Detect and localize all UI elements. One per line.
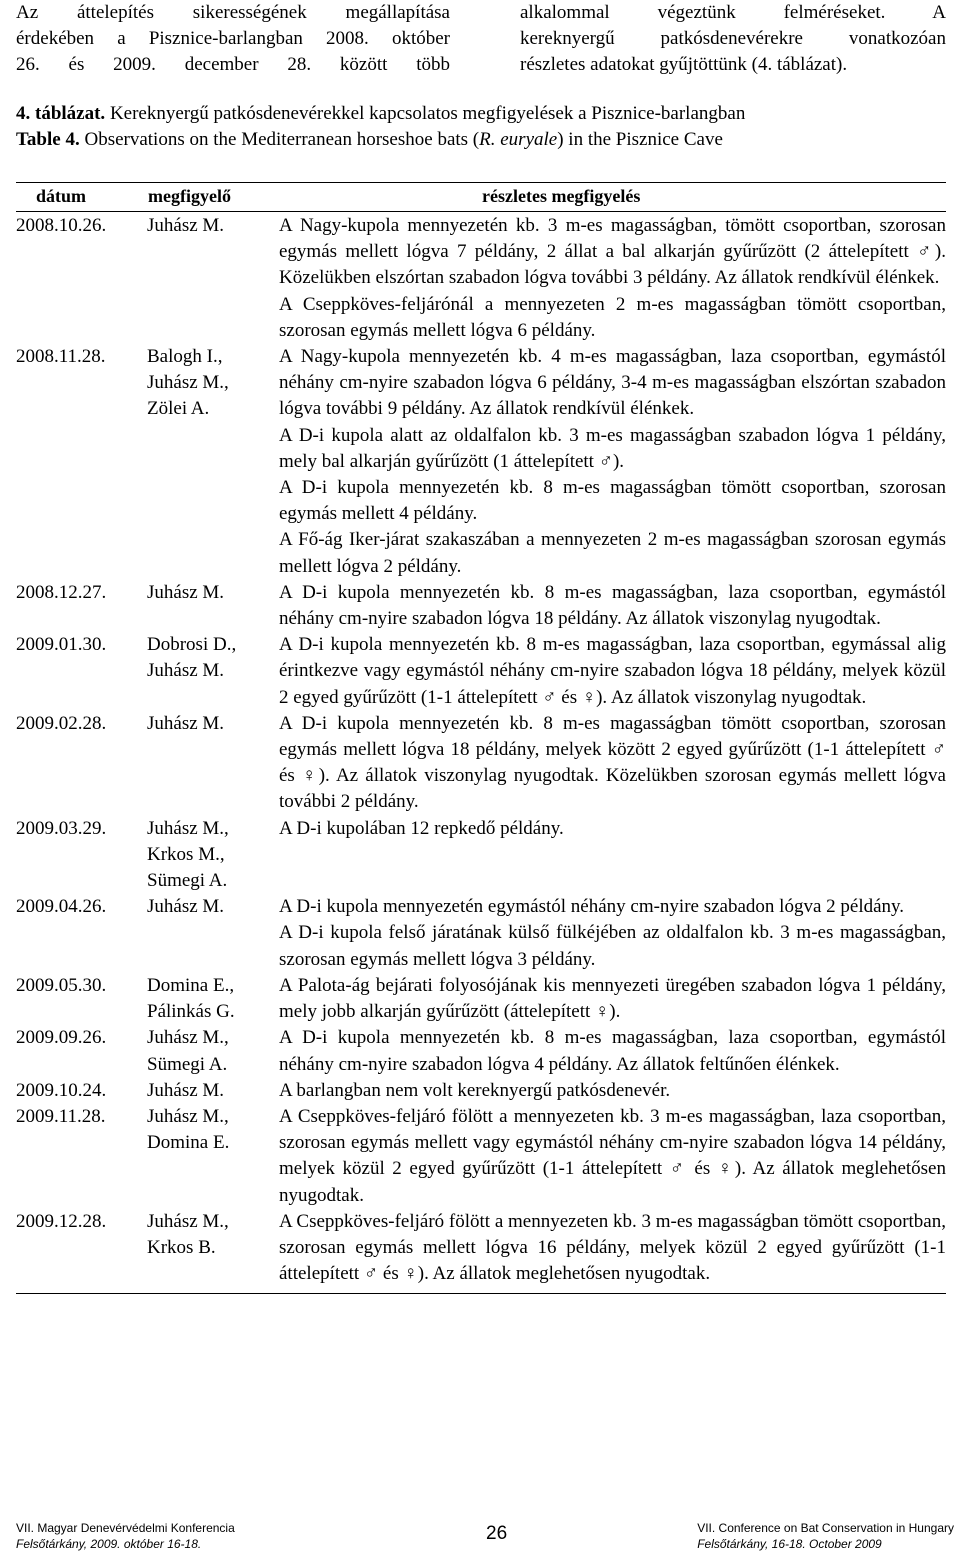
observer-name: Juhász M.,	[147, 1210, 229, 1232]
cell-date: 2009.05.30.	[16, 974, 107, 996]
cell-details	[279, 816, 946, 895]
footer-place-date-hu: Felsőtárkány, 2009. október 16-18.	[16, 1537, 202, 1551]
header-date: dátum	[36, 186, 87, 206]
observer-name: Juhász M.	[147, 896, 225, 918]
table-row	[16, 711, 946, 816]
observer-name: Juhász M.	[147, 1079, 225, 1101]
cell-details	[279, 973, 946, 1025]
table-row	[16, 973, 946, 1025]
cell-observers	[147, 973, 279, 1025]
observation-paragraph: A D-i kupola felső járatának külső fülkéjében az oldalfalon kb. 3 m-es magasságban, szorosan egymás mellett lógva 3 példány.	[279, 922, 946, 970]
table-row	[16, 213, 946, 344]
observation-paragraph: A D-i kupola mennyezetén kb. 8 m-es magasságban, laza csoportban, egymással alig érintkezve vagy egymástól néhány cm-nyire szabadon lógva 18 példány, melyek közül 2 egyed gyűrűzött (1-1 áttelepített ♂ és ♀). Az állatok viszonylag nyugodtak.	[279, 634, 946, 708]
cell-date: 2009.03.29.	[16, 817, 107, 839]
table-bottom-rule	[16, 1293, 946, 1294]
table-row	[16, 344, 946, 580]
cell-date: 2009.10.24.	[16, 1079, 107, 1101]
cell-date: 2009.09.26.	[16, 1027, 107, 1049]
observation-paragraph: A Cseppköves-feljárónál a mennyezeten 2 m-es magasságban tömött csoportban, szorosan egymás mellett lógva 6 példány.	[279, 293, 946, 341]
observation-paragraph: A D-i kupola alatt az oldalfalon kb. 3 m-es magasságban szabadon lógva 1 példány, mely bal alkarján gyűrűzött (1 áttelepített ♂).	[279, 424, 946, 472]
caption-species: R. euryale	[479, 129, 558, 150]
table-header	[16, 186, 946, 210]
caption-hungarian	[16, 101, 946, 127]
cell-date: 2008.10.26.	[16, 215, 107, 236]
table-header-rule	[16, 211, 946, 212]
observation-paragraph: A D-i kupolában 12 repkedő példány.	[279, 817, 564, 839]
observation-paragraph: A Nagy-kupola mennyezetén kb. 3 m-es magasságban, tömött csoportban, szorosan egymás mellett lógva 7 példány, 2 állat a bal alkarján gyűrűzött (2 áttelepített ♂). Közelükben elszórtan szabadon lógva további 3 példány. Az állatok rendkívül élénkek.	[279, 215, 946, 289]
table-caption	[16, 101, 946, 153]
cell-observers	[147, 816, 279, 895]
observer-name: Juhász M.	[147, 660, 225, 682]
intro-line: Az áttelepítés sikerességének megállapítása	[16, 2, 450, 23]
cell-observers	[147, 580, 279, 632]
cell-observers	[147, 711, 279, 816]
observation-paragraph: A Nagy-kupola mennyezetén kb. 4 m-es magasságban, laza csoportban, egymástól néhány cm-nyire szabadon lógva 6 példány, 3-4 m-es magasságban elszórtan szabadon lógva további 9 példány. Az állatok rendkívül élénkek.	[279, 346, 946, 420]
observer-name: Juhász M.,	[147, 372, 229, 394]
caption-hu-label: 4. táblázat.	[16, 103, 106, 124]
cell-details	[279, 1078, 946, 1104]
cell-observers	[147, 344, 279, 580]
cell-details	[279, 1209, 946, 1288]
footer-left	[16, 1520, 235, 1552]
cell-details	[279, 711, 946, 816]
cell-observers	[147, 1078, 279, 1104]
observation-paragraph: A D-i kupola mennyezetén kb. 8 m-es magasságban, laza csoportban, egymástól néhány cm-nyire szabadon lógva 18 példány. Az állatok viszonylag nyugodtak.	[279, 581, 946, 630]
cell-details	[279, 344, 946, 580]
intro-paragraph	[16, 0, 946, 84]
observation-paragraph: A D-i kupola mennyezetén kb. 8 m-es magasságban tömött csoportban, szorosan egymás mellett 4 példány.	[279, 477, 946, 525]
cell-date: 2009.02.28.	[16, 712, 107, 734]
cell-observers	[147, 1025, 279, 1077]
page-footer	[16, 1520, 954, 1554]
table-row	[16, 1104, 946, 1209]
cell-details	[279, 580, 946, 632]
observer-name: Juhász M.	[147, 215, 225, 236]
cell-details	[279, 894, 946, 973]
table-row	[16, 1025, 946, 1077]
intro-line: alkalommal végeztünk felméréseket. A	[520, 2, 946, 23]
table-row	[16, 580, 946, 632]
intro-line: részletes adatokat gyűjtöttünk (4. táblázat).	[520, 54, 848, 75]
intro-left-column	[16, 0, 450, 78]
cell-observers	[147, 213, 279, 344]
page-number: 26	[486, 1523, 508, 1544]
footer-right	[697, 1520, 954, 1552]
observer-name: Juhász M.	[147, 712, 225, 734]
caption-en-label: Table 4.	[16, 129, 80, 150]
observer-name: Zölei A.	[147, 398, 210, 420]
cell-date: 2008.11.28.	[16, 346, 106, 368]
intro-line: kereknyergű patkósdenevérekre vonatkozóan	[520, 28, 946, 49]
observations-table-body	[16, 213, 946, 1287]
observer-name: Juhász M.,	[147, 817, 229, 839]
observer-name: Juhász M.,	[147, 1027, 229, 1049]
table-row	[16, 894, 946, 973]
observation-paragraph: A D-i kupola mennyezetén kb. 8 m-es magasságban, laza csoportban, egymástól néhány cm-nyire szabadon lógva 4 példány. Az állatok feltűnően élénkek.	[279, 1027, 946, 1075]
header-details: részletes megfigyelés	[482, 186, 641, 206]
observation-paragraph: A Cseppköves-feljáró fölött a mennyezeten kb. 3 m-es magasságban, laza csoportban, szorosan egymás mellett vagy egymástól néhány cm-nyire szabadon lógva 14 példány, melyek közül 2 egyed gyűrűzött (1-1 áttelepített ♂ és ♀). Az állatok meglehetősen nyugodtak.	[279, 1105, 946, 1206]
table-row	[16, 632, 946, 711]
cell-observers	[147, 1104, 279, 1209]
footer-place-date-en: Felsőtárkány, 16-18. October 2009	[697, 1537, 882, 1551]
cell-date: 2009.04.26.	[16, 896, 107, 918]
table-row	[16, 816, 946, 895]
observer-name: Balogh I.,	[147, 346, 223, 368]
cell-date: 2008.12.27.	[16, 581, 107, 603]
cell-details	[279, 632, 946, 711]
caption-english	[16, 127, 946, 153]
observation-paragraph: A D-i kupola mennyezetén egymástól néhány cm-nyire szabadon lógva 2 példány.	[279, 896, 905, 918]
table-row	[16, 1209, 946, 1288]
observer-name: Krkos M.,	[147, 843, 225, 865]
observer-name: Krkos B.	[147, 1236, 216, 1258]
cell-observers	[147, 632, 279, 711]
observation-paragraph: A Cseppköves-feljáró fölött a mennyezeten kb. 3 m-es magasságban tömött csoportban, szorosan egymás mellett lógva 16 példány, melyek közül 2 egyed gyűrűzött (1-1 áttelepített ♂ és ♀). Az állatok meglehetősen nyugodtak.	[279, 1210, 946, 1285]
table-row	[16, 1078, 946, 1104]
observer-name: Juhász M.,	[147, 1105, 229, 1127]
cell-observers	[147, 1209, 279, 1288]
observation-paragraph: A Fő-ág Iker-járat szakaszában a mennyezeten 2 m-es magasságban szorosan egymás mellett lógva 2 példány.	[279, 529, 946, 577]
observer-name: Domina E.,	[147, 974, 235, 996]
observation-paragraph: A barlangban nem volt kereknyergű patkósdenevér.	[279, 1079, 671, 1101]
observation-paragraph: A D-i kupola mennyezetén kb. 8 m-es magasságban tömött csoportban, szorosan egymás mellett lógva 18 példány, melyek között 2 egyed gyűrűzött (1-1 áttelepített ♂ és ♀). Az állatok viszonylag nyugodtak. Közelükben szorosan egymás mellett lógva további 2 példány.	[279, 712, 946, 813]
table-top-rule	[16, 182, 946, 183]
intro-line: érdekében a Pisznice-barlangban 2008. október	[16, 28, 450, 49]
cell-details	[279, 1025, 946, 1077]
observations-table	[16, 213, 946, 1287]
footer-conference-hu: VII. Magyar Denevérvédelmi Konferencia	[16, 1521, 235, 1535]
observer-name: Dobrosi D.,	[147, 634, 237, 656]
observer-name: Sümegi A.	[147, 870, 228, 892]
intro-right-column	[520, 0, 946, 78]
intro-line: 26. és 2009. december 28. között több	[16, 54, 450, 75]
cell-date: 2009.12.28.	[16, 1210, 107, 1232]
observer-name: Sümegi A.	[147, 1053, 228, 1075]
caption-en-text: Observations on the Mediterranean horseshoe bats (	[79, 129, 480, 150]
observer-name: Pálinkás G.	[147, 1001, 235, 1023]
observation-paragraph: A Palota-ág bejárati folyosójának kis mennyezeti üregében szabadon lógva 1 példány, mely jobb alkarján gyűrűzött (áttelepített ♀).	[279, 974, 946, 1023]
footer-conference-en: VII. Conference on Bat Conservation in Hungary	[697, 1521, 954, 1535]
cell-date: 2009.01.30.	[16, 634, 107, 656]
cell-details	[279, 213, 946, 344]
cell-details	[279, 1104, 946, 1209]
cell-observers	[147, 894, 279, 973]
cell-date: 2009.11.28.	[16, 1105, 106, 1127]
caption-hu-text: Kereknyergű patkósdenevérekkel kapcsolatos megfigyelések a Pisznice-barlangban	[105, 103, 746, 124]
caption-en-text-end: ) in the Pisznice Cave	[557, 129, 723, 150]
observer-name: Juhász M.	[147, 581, 225, 603]
header-observer: megfigyelő	[148, 186, 231, 206]
observer-name: Domina E.	[147, 1132, 230, 1154]
